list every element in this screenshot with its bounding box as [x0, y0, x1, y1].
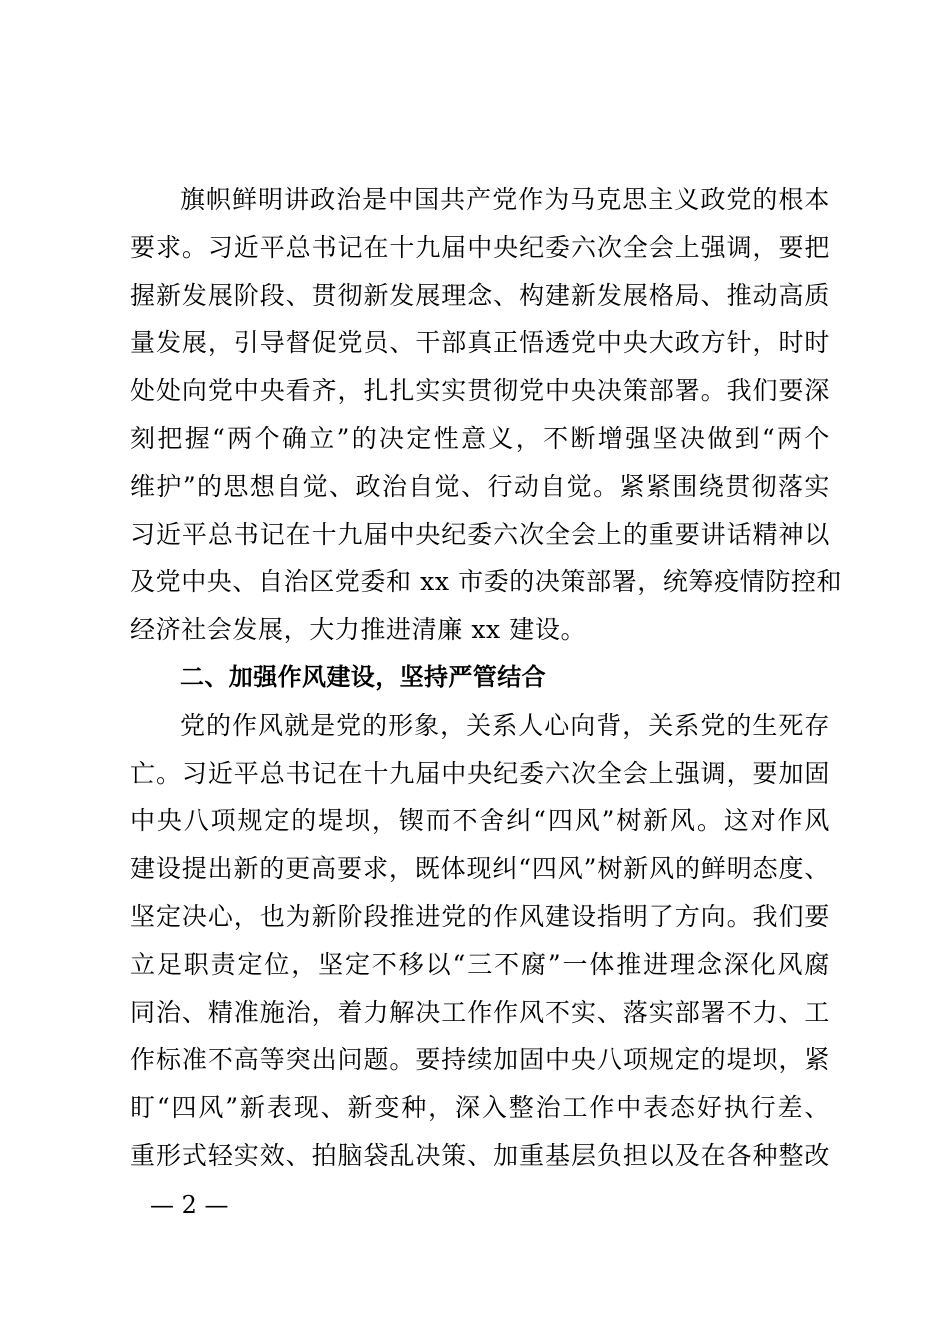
- paragraph-line: 同治、精准施治，着力解决工作作风不实、落实部署不力、工: [130, 997, 830, 1027]
- paragraph-line: 盯“四风”新表现、新变种，深入整治工作中表态好执行差、: [130, 1093, 830, 1123]
- paragraph-line: 量发展，引导督促党员、干部真正悟透党中央大政方针，时时: [130, 328, 830, 358]
- paragraph-line: 作标准不高等突出问题。要持续加固中央八项规定的堤坝，紧: [130, 1045, 830, 1075]
- paragraph-line: 经济社会发展，大力推进清廉 xx 建设。: [130, 615, 587, 645]
- paragraph-line: 重形式轻实效、拍脑袋乱决策、加重基层负担以及在各种整改: [130, 1140, 830, 1170]
- paragraph-line: 中央八项规定的堤坝，锲而不舍纠“四风”树新风。这对作风: [130, 806, 830, 836]
- paragraph-line: 刻把握“两个确立”的决定性意义，不断增强坚决做到“两个: [130, 423, 830, 453]
- paragraph-line: 握新发展阶段、贯彻新发展理念、构建新发展格局、推动高质: [130, 280, 830, 310]
- paragraph-line: 维护”的思想自觉、政治自觉、行动自觉。紧紧围绕贯彻落实: [130, 471, 830, 501]
- paragraph-line: 坚定决心，也为新阶段推进党的作风建设指明了方向。我们要: [130, 901, 830, 931]
- section-heading: 二、加强作风建设，坚持严管结合: [180, 662, 546, 691]
- paragraph-line: 要求。习近平总书记在十九届中央纪委六次全会上强调，要把: [130, 232, 830, 262]
- paragraph-line: 建设提出新的更高要求，既体现纠“四风”树新风的鲜明态度、: [130, 854, 830, 884]
- paragraph-line: 及党中央、自治区党委和 xx 市委的决策部署，统筹疫情防控和: [130, 567, 843, 597]
- paragraph-line: 立足职责定位，坚定不移以“三不腐”一体推进理念深化风腐: [130, 949, 830, 979]
- paragraph-line: 党的作风就是党的形象，关系人心向背，关系党的生死存: [180, 710, 830, 740]
- paragraph-line: 亡。习近平总书记在十九届中央纪委六次全会上强调，要加固: [130, 758, 830, 788]
- page-number: — 2 —: [150, 1191, 229, 1219]
- paragraph-line: 处处向党中央看齐，扎扎实实贯彻党中央决策部署。我们要深: [130, 376, 830, 406]
- body-text: [130, 176, 843, 1180]
- paragraph-line: 习近平总书记在十九届中央纪委六次全会上的重要讲话精神以: [130, 519, 830, 549]
- paragraph-line: 旗帜鲜明讲政治是中国共产党作为马克思主义政党的根本: [180, 185, 830, 214]
